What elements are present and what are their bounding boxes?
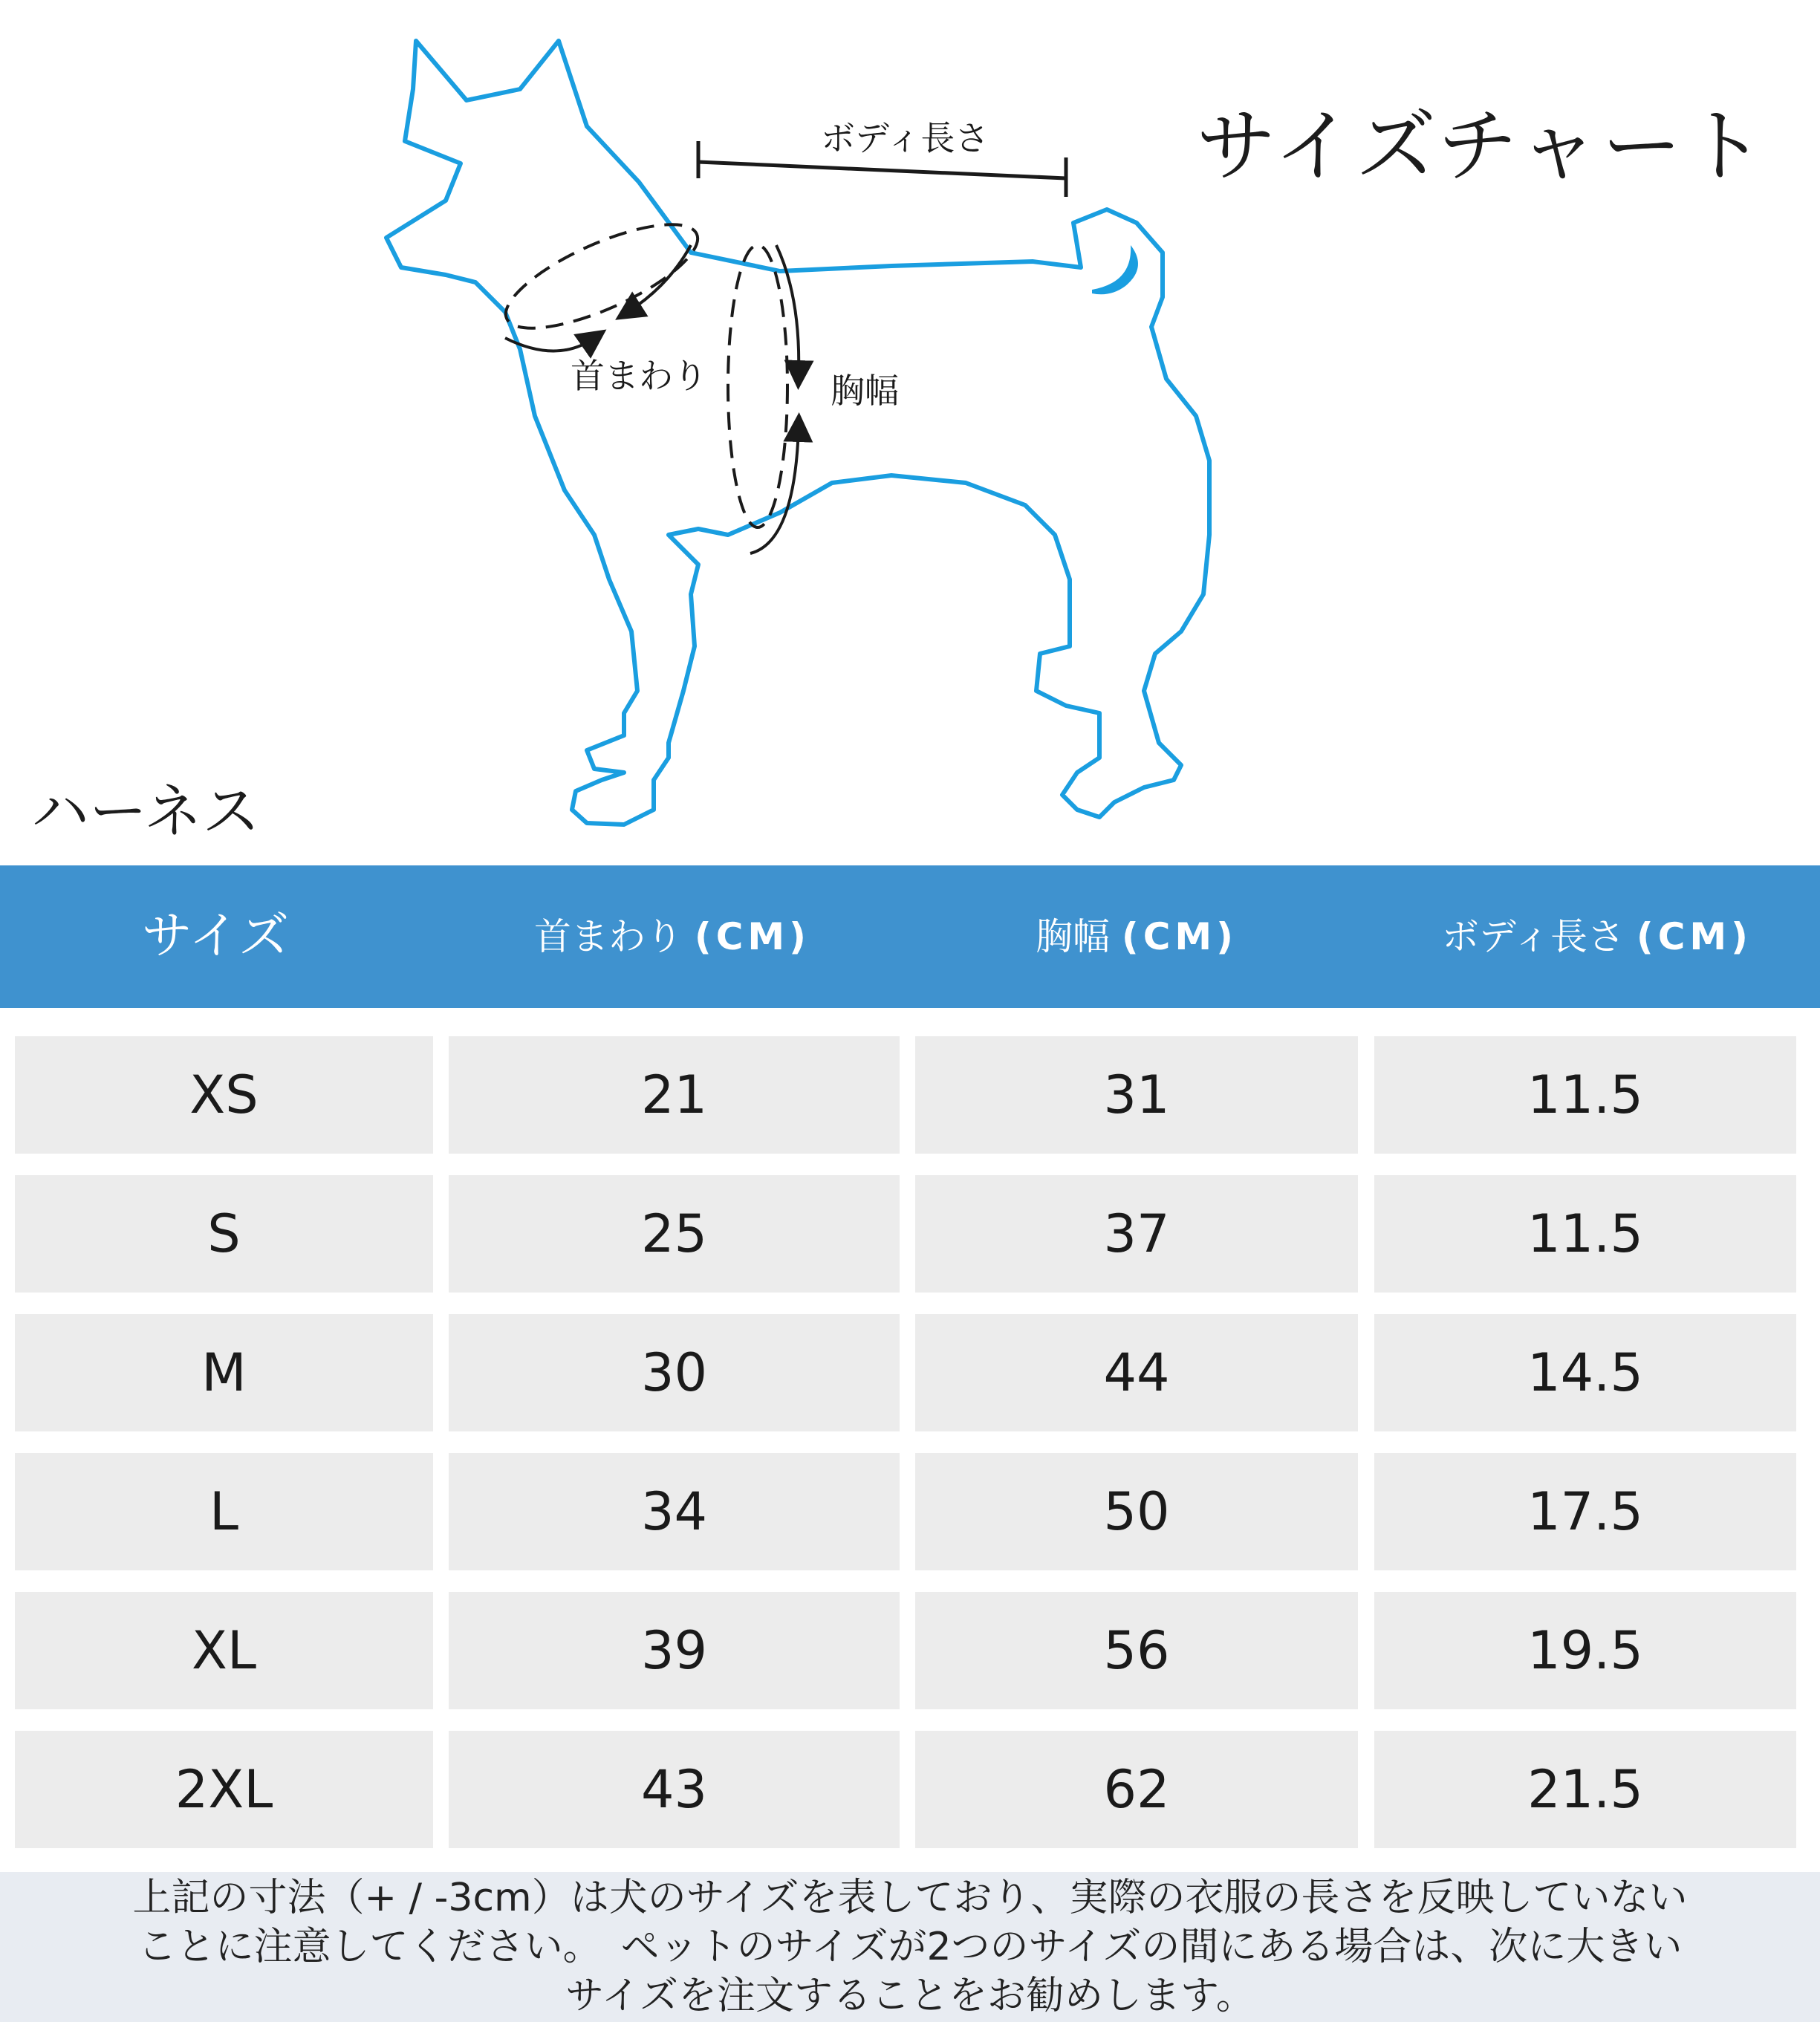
note-line: サイズを注文することをお勧めします。 — [565, 1974, 1255, 2018]
cell-body-length: 21.5 — [1374, 1731, 1796, 1848]
page-title: サイズチャート — [1196, 100, 1768, 193]
header-chest: 胸幅 (CM) — [1035, 915, 1238, 958]
cell-neck: 25 — [449, 1175, 900, 1293]
header-neck: 首まわり (CM) — [533, 915, 811, 958]
product-type-label: ハーネス — [31, 778, 261, 845]
cell-body-length: 11.5 — [1374, 1175, 1796, 1293]
table-header — [0, 865, 1820, 1008]
cell-body-length: 19.5 — [1374, 1592, 1796, 1709]
cell-body-length: 17.5 — [1374, 1453, 1796, 1570]
cell-neck: 39 — [449, 1592, 900, 1709]
cell-chest: 37 — [915, 1175, 1358, 1293]
body-length-label: ボディ長さ — [821, 118, 989, 158]
cell-size: M — [15, 1314, 433, 1431]
cell-neck: 34 — [449, 1453, 900, 1570]
measurement-note — [0, 1872, 1820, 2022]
cell-chest: 62 — [915, 1731, 1358, 1848]
cell-size: XS — [15, 1036, 433, 1154]
header-size: サイズ — [141, 907, 290, 966]
neck-label: 首まわり — [571, 356, 707, 396]
cell-size: S — [15, 1175, 433, 1293]
cell-neck: 43 — [449, 1731, 900, 1848]
chest-label: 胸幅 — [831, 371, 899, 411]
cell-size: L — [15, 1453, 433, 1570]
cell-neck: 21 — [449, 1036, 900, 1154]
cell-chest: 50 — [915, 1453, 1358, 1570]
cell-chest: 56 — [915, 1592, 1358, 1709]
cell-neck: 30 — [449, 1314, 900, 1431]
cell-chest: 31 — [915, 1036, 1358, 1154]
cell-body-length: 14.5 — [1374, 1314, 1796, 1431]
cell-body-length: 11.5 — [1374, 1036, 1796, 1154]
note-line: 上記の寸法（+ / -3cm）は犬のサイズを表しており、実際の衣服の長さを反映していない — [132, 1876, 1688, 1920]
tail-fill — [1092, 245, 1138, 294]
header-body-length: ボディ長さ (CM) — [1441, 915, 1753, 958]
cell-size: XL — [15, 1592, 433, 1709]
cell-size: 2XL — [15, 1731, 433, 1848]
note-line: ことに注意してください。 ペットのサイズが2つのサイズの間にある場合は、次に大きい — [137, 1925, 1683, 1969]
cell-chest: 44 — [915, 1314, 1358, 1431]
